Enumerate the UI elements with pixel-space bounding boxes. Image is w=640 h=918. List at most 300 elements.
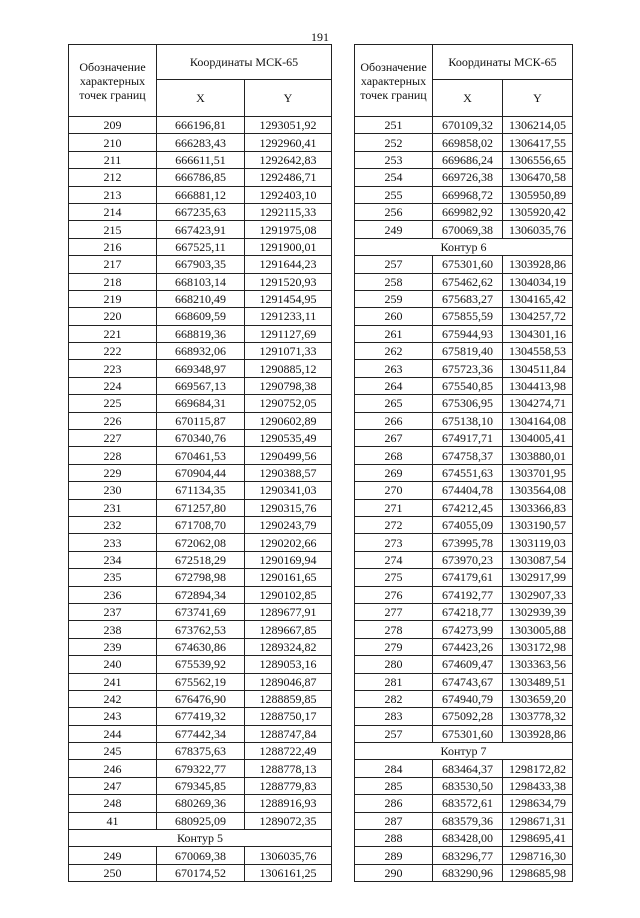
coordinates-column-header: Координаты МСК-65 xyxy=(433,45,573,80)
x-coordinate-cell: 675301,60 xyxy=(433,725,503,742)
table-row xyxy=(355,673,573,690)
table-row xyxy=(355,621,573,638)
y-coordinate-cell: 1303778,32 xyxy=(503,708,573,725)
table-row xyxy=(355,134,573,151)
table-row xyxy=(355,760,573,777)
y-coordinate-cell: 1288747,84 xyxy=(245,725,332,742)
x-coordinate-cell: 675944,93 xyxy=(433,325,503,342)
y-coordinate-cell: 1298634,79 xyxy=(503,795,573,812)
table-row xyxy=(69,777,332,794)
x-coordinate-cell: 675855,59 xyxy=(433,308,503,325)
table-row xyxy=(355,656,573,673)
point-number-cell: 216 xyxy=(69,238,157,255)
x-coordinate-cell: 674179,61 xyxy=(433,569,503,586)
x-coordinate-cell: 669726,38 xyxy=(433,169,503,186)
y-coordinate-cell: 1289053,16 xyxy=(245,656,332,673)
table-row xyxy=(355,325,573,342)
x-coordinate-cell: 673995,78 xyxy=(433,534,503,551)
table-row xyxy=(69,499,332,516)
point-number-cell: 281 xyxy=(355,673,433,690)
point-number-cell: 276 xyxy=(355,586,433,603)
point-number-cell: 237 xyxy=(69,603,157,620)
y-coordinate-cell: 1292960,41 xyxy=(245,134,332,151)
point-number-cell: 214 xyxy=(69,203,157,220)
point-number-cell: 289 xyxy=(355,847,433,864)
point-number-cell: 280 xyxy=(355,656,433,673)
point-number-cell: 279 xyxy=(355,638,433,655)
y-coordinate-cell: 1303928,86 xyxy=(503,256,573,273)
coordinates-column-header: Координаты МСК-65 xyxy=(157,45,332,80)
x-coordinate-cell: 669348,97 xyxy=(157,360,245,377)
point-number-cell: 213 xyxy=(69,186,157,203)
point-number-cell: 224 xyxy=(69,377,157,394)
table-row xyxy=(69,760,332,777)
point-number-cell: 247 xyxy=(69,777,157,794)
y-coordinate-cell: 1290885,12 xyxy=(245,360,332,377)
y-coordinate-cell: 1288779,83 xyxy=(245,777,332,794)
point-number-cell: 243 xyxy=(69,708,157,725)
point-number-cell: 223 xyxy=(69,360,157,377)
x-coordinate-cell: 669686,24 xyxy=(433,151,503,168)
x-coordinate-cell: 672062,08 xyxy=(157,534,245,551)
point-number-cell: 259 xyxy=(355,290,433,307)
point-number-cell: 226 xyxy=(69,412,157,429)
table-row xyxy=(355,377,573,394)
y-coordinate-cell: 1303701,95 xyxy=(503,464,573,481)
x-coordinate-cell: 670115,87 xyxy=(157,412,245,429)
point-number-cell: 255 xyxy=(355,186,433,203)
x-coordinate-cell: 670904,44 xyxy=(157,464,245,481)
point-number-cell: 241 xyxy=(69,673,157,690)
y-coordinate-cell: 1291520,93 xyxy=(245,273,332,290)
table-row xyxy=(355,725,573,742)
y-coordinate-cell: 1290341,03 xyxy=(245,482,332,499)
point-number-cell: 212 xyxy=(69,169,157,186)
table-row xyxy=(355,447,573,464)
table-row xyxy=(69,464,332,481)
table-row xyxy=(69,343,332,360)
point-number-cell: 261 xyxy=(355,325,433,342)
y-coordinate-cell: 1298433,38 xyxy=(503,777,573,794)
y-coordinate-cell: 1302917,99 xyxy=(503,569,573,586)
point-number-cell: 240 xyxy=(69,656,157,673)
y-coordinate-cell: 1303005,88 xyxy=(503,621,573,638)
x-coordinate-cell: 666881,12 xyxy=(157,186,245,203)
x-coordinate-cell: 667525,11 xyxy=(157,238,245,255)
point-number-cell: 232 xyxy=(69,516,157,533)
table-row xyxy=(69,256,332,273)
x-coordinate-cell: 666611,51 xyxy=(157,151,245,168)
point-number-cell: 252 xyxy=(355,134,433,151)
y-coordinate-cell: 1304558,53 xyxy=(503,343,573,360)
x-coordinate-cell: 671708,70 xyxy=(157,516,245,533)
x-coordinate-cell: 670461,53 xyxy=(157,447,245,464)
y-coordinate-cell: 1306214,05 xyxy=(503,117,573,134)
point-number-cell: 250 xyxy=(69,864,157,881)
table-row xyxy=(69,586,332,603)
table-row xyxy=(355,795,573,812)
x-coordinate-cell: 675138,10 xyxy=(433,412,503,429)
point-number-cell: 222 xyxy=(69,343,157,360)
x-coordinate-cell: 683464,37 xyxy=(433,760,503,777)
x-coordinate-cell: 668819,36 xyxy=(157,325,245,342)
x-coordinate-cell: 674551,63 xyxy=(433,464,503,481)
y-coordinate-cell: 1291454,95 xyxy=(245,290,332,307)
table-row xyxy=(69,847,332,864)
point-number-cell: 248 xyxy=(69,795,157,812)
table-row xyxy=(355,186,573,203)
y-coordinate-cell: 1303928,86 xyxy=(503,725,573,742)
table-row xyxy=(69,725,332,742)
x-coordinate-cell: 680269,36 xyxy=(157,795,245,812)
y-coordinate-cell: 1290602,89 xyxy=(245,412,332,429)
x-coordinate-cell: 670174,52 xyxy=(157,864,245,881)
x-coordinate-cell: 674630,86 xyxy=(157,638,245,655)
y-coordinate-cell: 1290798,38 xyxy=(245,377,332,394)
table-row xyxy=(355,482,573,499)
table-row xyxy=(69,638,332,655)
point-number-cell: 267 xyxy=(355,430,433,447)
y-coordinate-cell: 1303880,01 xyxy=(503,447,573,464)
x-coordinate-cell: 674743,67 xyxy=(433,673,503,690)
table-row xyxy=(355,830,573,847)
y-coordinate-cell: 1306556,65 xyxy=(503,151,573,168)
table-row xyxy=(355,343,573,360)
point-number-cell: 215 xyxy=(69,221,157,238)
y-coordinate-cell: 1289667,85 xyxy=(245,621,332,638)
table-row xyxy=(69,690,332,707)
table-row xyxy=(69,534,332,551)
x-coordinate-cell: 671257,80 xyxy=(157,499,245,516)
point-number-cell: 286 xyxy=(355,795,433,812)
y-coordinate-cell: 1290202,66 xyxy=(245,534,332,551)
y-coordinate-cell: 1304301,16 xyxy=(503,325,573,342)
point-number-cell: 249 xyxy=(69,847,157,864)
table-row xyxy=(355,221,573,238)
table-row xyxy=(355,864,573,881)
table-row xyxy=(355,412,573,429)
y-coordinate-cell: 1290315,76 xyxy=(245,499,332,516)
table-row xyxy=(69,656,332,673)
contour-header-row xyxy=(69,830,332,847)
y-coordinate-cell: 1290499,56 xyxy=(245,447,332,464)
table-row xyxy=(355,516,573,533)
y-coordinate-cell: 1291127,69 xyxy=(245,325,332,342)
point-number-cell: 258 xyxy=(355,273,433,290)
y-coordinate-cell: 1291071,33 xyxy=(245,343,332,360)
coordinates-table-right xyxy=(354,44,573,882)
x-coordinate-cell: 679322,77 xyxy=(157,760,245,777)
x-coordinate-cell: 675683,27 xyxy=(433,290,503,307)
point-number-cell: 236 xyxy=(69,586,157,603)
y-coordinate-cell: 1303087,54 xyxy=(503,551,573,568)
coordinates-table-left xyxy=(68,44,332,882)
contour-header-row xyxy=(355,238,573,255)
point-number-cell: 266 xyxy=(355,412,433,429)
points-column-header: Обозначение характерных точек границ xyxy=(355,45,433,117)
y-coordinate-cell: 1303172,98 xyxy=(503,638,573,655)
x-coordinate-cell: 666196,81 xyxy=(157,117,245,134)
point-number-cell: 268 xyxy=(355,447,433,464)
y-coordinate-cell: 1292642,83 xyxy=(245,151,332,168)
y-coordinate-cell: 1298716,30 xyxy=(503,847,573,864)
x-coordinate-cell: 674940,79 xyxy=(433,690,503,707)
table-row xyxy=(355,360,573,377)
y-coordinate-cell: 1288750,17 xyxy=(245,708,332,725)
point-number-cell: 270 xyxy=(355,482,433,499)
point-number-cell: 290 xyxy=(355,864,433,881)
x-coordinate-cell: 674192,77 xyxy=(433,586,503,603)
table-row xyxy=(355,151,573,168)
contour-label: Контур 6 xyxy=(355,238,573,255)
point-number-cell: 285 xyxy=(355,777,433,794)
point-number-cell: 244 xyxy=(69,725,157,742)
y-coordinate-cell: 1302939,39 xyxy=(503,603,573,620)
point-number-cell: 263 xyxy=(355,360,433,377)
x-coordinate-cell: 683530,50 xyxy=(433,777,503,794)
x-coordinate-cell: 675092,28 xyxy=(433,708,503,725)
contour-label: Контур 7 xyxy=(355,743,573,760)
x-coordinate-cell: 669858,02 xyxy=(433,134,503,151)
point-number-cell: 233 xyxy=(69,534,157,551)
point-number-cell: 251 xyxy=(355,117,433,134)
x-coordinate-cell: 669982,92 xyxy=(433,203,503,220)
table-row xyxy=(69,169,332,186)
contour-header-row xyxy=(355,743,573,760)
y-coordinate-cell: 1303363,56 xyxy=(503,656,573,673)
table-row xyxy=(355,308,573,325)
y-coordinate-cell: 1289046,87 xyxy=(245,673,332,690)
table-row xyxy=(69,238,332,255)
table-body-right xyxy=(355,117,573,882)
y-coordinate-cell: 1292486,71 xyxy=(245,169,332,186)
point-number-cell: 283 xyxy=(355,708,433,725)
point-number-cell: 231 xyxy=(69,499,157,516)
point-number-cell: 275 xyxy=(355,569,433,586)
point-number-cell: 210 xyxy=(69,134,157,151)
x-coordinate-cell: 669968,72 xyxy=(433,186,503,203)
x-coordinate-cell: 675723,36 xyxy=(433,360,503,377)
x-coordinate-cell: 671134,35 xyxy=(157,482,245,499)
table-row xyxy=(355,203,573,220)
table-row xyxy=(69,308,332,325)
x-coordinate-cell: 670340,76 xyxy=(157,430,245,447)
y-coordinate-cell: 1289677,91 xyxy=(245,603,332,620)
x-coordinate-cell: 675301,60 xyxy=(433,256,503,273)
y-coordinate-cell: 1302907,33 xyxy=(503,586,573,603)
y-coordinate-cell: 1292115,33 xyxy=(245,203,332,220)
y-coordinate-cell: 1303564,08 xyxy=(503,482,573,499)
table-row xyxy=(69,430,332,447)
table-row xyxy=(355,395,573,412)
table-row xyxy=(69,395,332,412)
y-coordinate-cell: 1298671,31 xyxy=(503,812,573,829)
table-row xyxy=(355,690,573,707)
point-number-cell: 227 xyxy=(69,430,157,447)
x-coordinate-cell: 674218,77 xyxy=(433,603,503,620)
x-coordinate-cell: 674917,71 xyxy=(433,430,503,447)
y-coordinate-cell: 1289324,82 xyxy=(245,638,332,655)
x-coordinate-cell: 679345,85 xyxy=(157,777,245,794)
x-coordinate-cell: 668932,06 xyxy=(157,343,245,360)
table-row xyxy=(69,151,332,168)
x-coordinate-cell: 674423,26 xyxy=(433,638,503,655)
x-coordinate-cell: 670069,38 xyxy=(433,221,503,238)
table-row xyxy=(355,256,573,273)
point-number-cell: 228 xyxy=(69,447,157,464)
y-coordinate-cell: 1303366,83 xyxy=(503,499,573,516)
y-coordinate-cell: 1290752,05 xyxy=(245,395,332,412)
table-row xyxy=(355,499,573,516)
table-row xyxy=(69,186,332,203)
point-number-cell: 282 xyxy=(355,690,433,707)
point-number-cell: 239 xyxy=(69,638,157,655)
y-coordinate-cell: 1291975,08 xyxy=(245,221,332,238)
point-number-cell: 253 xyxy=(355,151,433,168)
point-number-cell: 265 xyxy=(355,395,433,412)
table-row xyxy=(69,516,332,533)
points-column-header: Обозначение характерных точек границ xyxy=(69,45,157,117)
y-coordinate-cell: 1290161,65 xyxy=(245,569,332,586)
point-number-cell: 219 xyxy=(69,290,157,307)
x-coordinate-cell: 666786,85 xyxy=(157,169,245,186)
table-row xyxy=(69,377,332,394)
y-coordinate-cell: 1304005,41 xyxy=(503,430,573,447)
table-row xyxy=(355,464,573,481)
point-number-cell: 288 xyxy=(355,830,433,847)
point-number-cell: 234 xyxy=(69,551,157,568)
point-number-cell: 230 xyxy=(69,482,157,499)
x-coordinate-cell: 677442,34 xyxy=(157,725,245,742)
point-number-cell: 271 xyxy=(355,499,433,516)
table-row xyxy=(355,117,573,134)
y-coordinate-cell: 1304165,42 xyxy=(503,290,573,307)
table-row xyxy=(69,551,332,568)
x-coordinate-cell: 666283,43 xyxy=(157,134,245,151)
y-coordinate-cell: 1291644,23 xyxy=(245,256,332,273)
x-coordinate-cell: 675819,40 xyxy=(433,343,503,360)
y-column-header: Y xyxy=(503,80,573,117)
x-coordinate-cell: 680925,09 xyxy=(157,812,245,829)
y-coordinate-cell: 1306417,55 xyxy=(503,134,573,151)
y-coordinate-cell: 1290243,79 xyxy=(245,516,332,533)
x-coordinate-cell: 673741,69 xyxy=(157,603,245,620)
table-row xyxy=(69,447,332,464)
y-coordinate-cell: 1306161,25 xyxy=(245,864,332,881)
point-number-cell: 245 xyxy=(69,743,157,760)
x-coordinate-cell: 672518,29 xyxy=(157,551,245,568)
point-number-cell: 257 xyxy=(355,256,433,273)
x-coordinate-cell: 683579,36 xyxy=(433,812,503,829)
y-coordinate-cell: 1303659,20 xyxy=(503,690,573,707)
x-coordinate-cell: 669567,13 xyxy=(157,377,245,394)
y-coordinate-cell: 1288722,49 xyxy=(245,743,332,760)
table-row xyxy=(355,812,573,829)
y-coordinate-cell: 1306470,58 xyxy=(503,169,573,186)
table-row xyxy=(69,621,332,638)
table-row xyxy=(355,551,573,568)
x-coordinate-cell: 677419,32 xyxy=(157,708,245,725)
table-row xyxy=(69,482,332,499)
x-coordinate-cell: 683296,77 xyxy=(433,847,503,864)
table-row xyxy=(69,325,332,342)
point-number-cell: 209 xyxy=(69,117,157,134)
point-number-cell: 249 xyxy=(355,221,433,238)
table-body-left xyxy=(69,117,332,882)
y-coordinate-cell: 1304413,98 xyxy=(503,377,573,394)
x-coordinate-cell: 674273,99 xyxy=(433,621,503,638)
y-coordinate-cell: 1288778,13 xyxy=(245,760,332,777)
point-number-cell: 274 xyxy=(355,551,433,568)
table-row xyxy=(69,812,332,829)
y-coordinate-cell: 1290169,94 xyxy=(245,551,332,568)
table-row xyxy=(355,603,573,620)
y-coordinate-cell: 1305920,42 xyxy=(503,203,573,220)
table-row xyxy=(69,673,332,690)
point-number-cell: 229 xyxy=(69,464,157,481)
table-row xyxy=(69,743,332,760)
x-coordinate-cell: 668210,49 xyxy=(157,290,245,307)
x-coordinate-cell: 676476,90 xyxy=(157,690,245,707)
x-coordinate-cell: 667903,35 xyxy=(157,256,245,273)
point-number-cell: 225 xyxy=(69,395,157,412)
y-coordinate-cell: 1304257,72 xyxy=(503,308,573,325)
x-coordinate-cell: 670069,38 xyxy=(157,847,245,864)
y-coordinate-cell: 1306035,76 xyxy=(503,221,573,238)
point-number-cell: 235 xyxy=(69,569,157,586)
table-row xyxy=(69,273,332,290)
point-number-cell: 246 xyxy=(69,760,157,777)
point-number-cell: 264 xyxy=(355,377,433,394)
x-coordinate-cell: 668103,14 xyxy=(157,273,245,290)
x-coordinate-cell: 683290,96 xyxy=(433,864,503,881)
y-coordinate-cell: 1289072,35 xyxy=(245,812,332,829)
y-coordinate-cell: 1304034,19 xyxy=(503,273,573,290)
x-coordinate-cell: 683572,61 xyxy=(433,795,503,812)
page-number: 191 xyxy=(311,30,329,44)
y-coordinate-cell: 1293051,92 xyxy=(245,117,332,134)
x-coordinate-cell: 672798,98 xyxy=(157,569,245,586)
point-number-cell: 262 xyxy=(355,343,433,360)
point-number-cell: 272 xyxy=(355,516,433,533)
point-number-cell: 269 xyxy=(355,464,433,481)
x-coordinate-cell: 667235,63 xyxy=(157,203,245,220)
table-row xyxy=(69,864,332,881)
y-coordinate-cell: 1305950,89 xyxy=(503,186,573,203)
x-coordinate-cell: 668609,59 xyxy=(157,308,245,325)
table-row xyxy=(69,203,332,220)
table-row xyxy=(355,638,573,655)
x-coordinate-cell: 667423,91 xyxy=(157,221,245,238)
y-coordinate-cell: 1298695,41 xyxy=(503,830,573,847)
x-coordinate-cell: 675462,62 xyxy=(433,273,503,290)
y-coordinate-cell: 1303489,51 xyxy=(503,673,573,690)
point-number-cell: 284 xyxy=(355,760,433,777)
contour-label: Контур 5 xyxy=(69,830,332,847)
point-number-cell: 278 xyxy=(355,621,433,638)
table-row xyxy=(355,290,573,307)
table-row xyxy=(355,273,573,290)
x-coordinate-cell: 669684,31 xyxy=(157,395,245,412)
y-coordinate-cell: 1290388,57 xyxy=(245,464,332,481)
table-row xyxy=(355,169,573,186)
table-row xyxy=(69,117,332,134)
point-number-cell: 273 xyxy=(355,534,433,551)
y-coordinate-cell: 1304511,84 xyxy=(503,360,573,377)
y-column-header: Y xyxy=(245,80,332,117)
point-number-cell: 257 xyxy=(355,725,433,742)
point-number-cell: 220 xyxy=(69,308,157,325)
